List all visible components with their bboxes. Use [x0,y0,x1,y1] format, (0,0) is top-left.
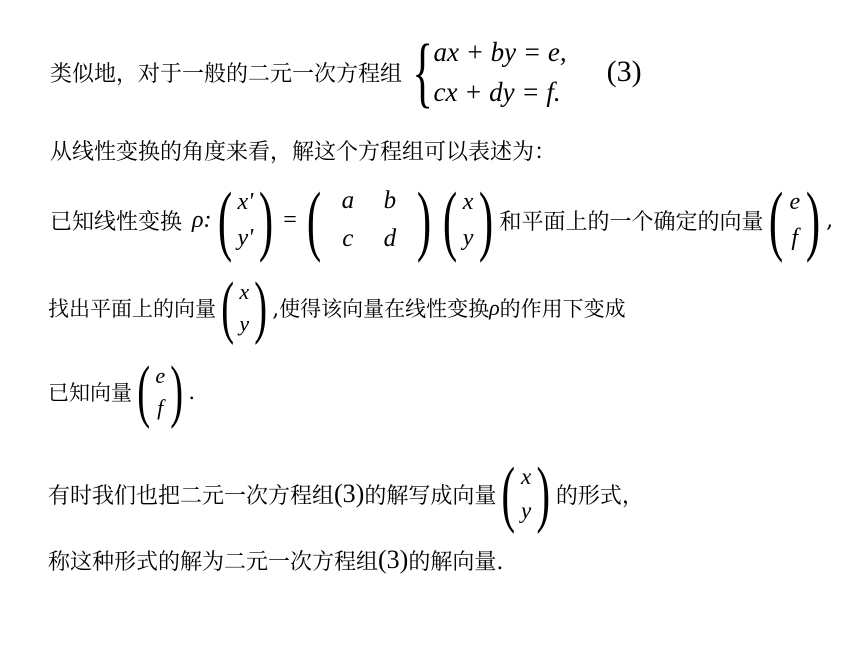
solution-vector-suffix: 的解向量. [408,549,504,575]
equals-sign: = [283,206,297,233]
equation-tag: (3) [334,479,365,508]
comma: , [826,207,834,233]
solution-form-mid: 的解写成向量 [364,483,497,509]
transform-prefix-text: 已知线性变换 [50,209,183,235]
transform-statement-line [50,132,556,168]
right-paren: ) [479,176,494,263]
left-paren: ( [501,453,516,535]
find-vector-line [48,269,626,346]
left-paren: ( [221,269,235,346]
matrix-entry: b [383,187,397,214]
matrix-left-paren: ( [306,176,321,263]
right-paren: ) [805,176,821,263]
matrix-entry: d [383,225,397,252]
solution-form-line [48,453,644,535]
matrix-entry: a [341,187,355,214]
linear-transform-line [50,176,834,263]
rho-symbol: ρ [489,295,500,320]
fixed-vector-text: 和平面上的一个确定的向量 [499,209,764,235]
right-paren: ) [254,269,268,346]
rho-label: ρ: [192,206,212,233]
solution-vector-prefix: 称这种形式的解为二元一次方程组 [48,549,379,575]
left-brace: { [412,28,434,115]
solution-form-suffix: 的形式， [555,483,644,509]
vector-x-y: x y [521,464,532,523]
vector-x-prime-y-prime: x' y' [237,189,254,251]
right-paren: ) [170,353,184,430]
left-paren: ( [217,176,232,263]
system-line [50,22,642,122]
left-paren: ( [137,353,151,430]
equation-2: cx + dy = f. [433,77,561,107]
solution-vector-line [48,540,503,580]
right-paren: ) [536,453,551,535]
becomes-text: 的作用下变成 [499,297,626,321]
vector-e-f: e f [155,363,166,420]
period: . [188,380,196,404]
right-paren: ) [259,176,274,263]
equation-1: ax + by = e, [433,37,567,67]
known-vector-text: 已知向量 [48,381,132,405]
transform-statement-text: 从线性变换的角度来看，解这个方程组可以表述为： [50,139,557,165]
equation-tag: (3) [606,55,642,88]
known-vector-line [48,353,196,430]
left-paren: ( [442,176,457,263]
matrix-right-paren: ) [416,176,431,263]
matrix-entry: c [342,225,354,252]
left-paren: ( [769,176,784,263]
transform-condition-text: ,使得该向量在线性变换 [272,297,490,321]
equation-system [404,28,567,115]
system-intro-text: 类似地，对于一般的二元一次方程组 [50,61,403,87]
vector-x-y: x y [239,279,250,336]
find-vector-text: 找出平面上的向量 [48,297,216,321]
vector-x-y: x y [462,189,474,251]
solution-form-prefix: 有时我们也把二元一次方程组 [48,483,335,509]
coefficient-matrix [327,182,411,258]
vector-e-f: e f [789,189,801,251]
equation-tag: (3) [378,545,409,574]
